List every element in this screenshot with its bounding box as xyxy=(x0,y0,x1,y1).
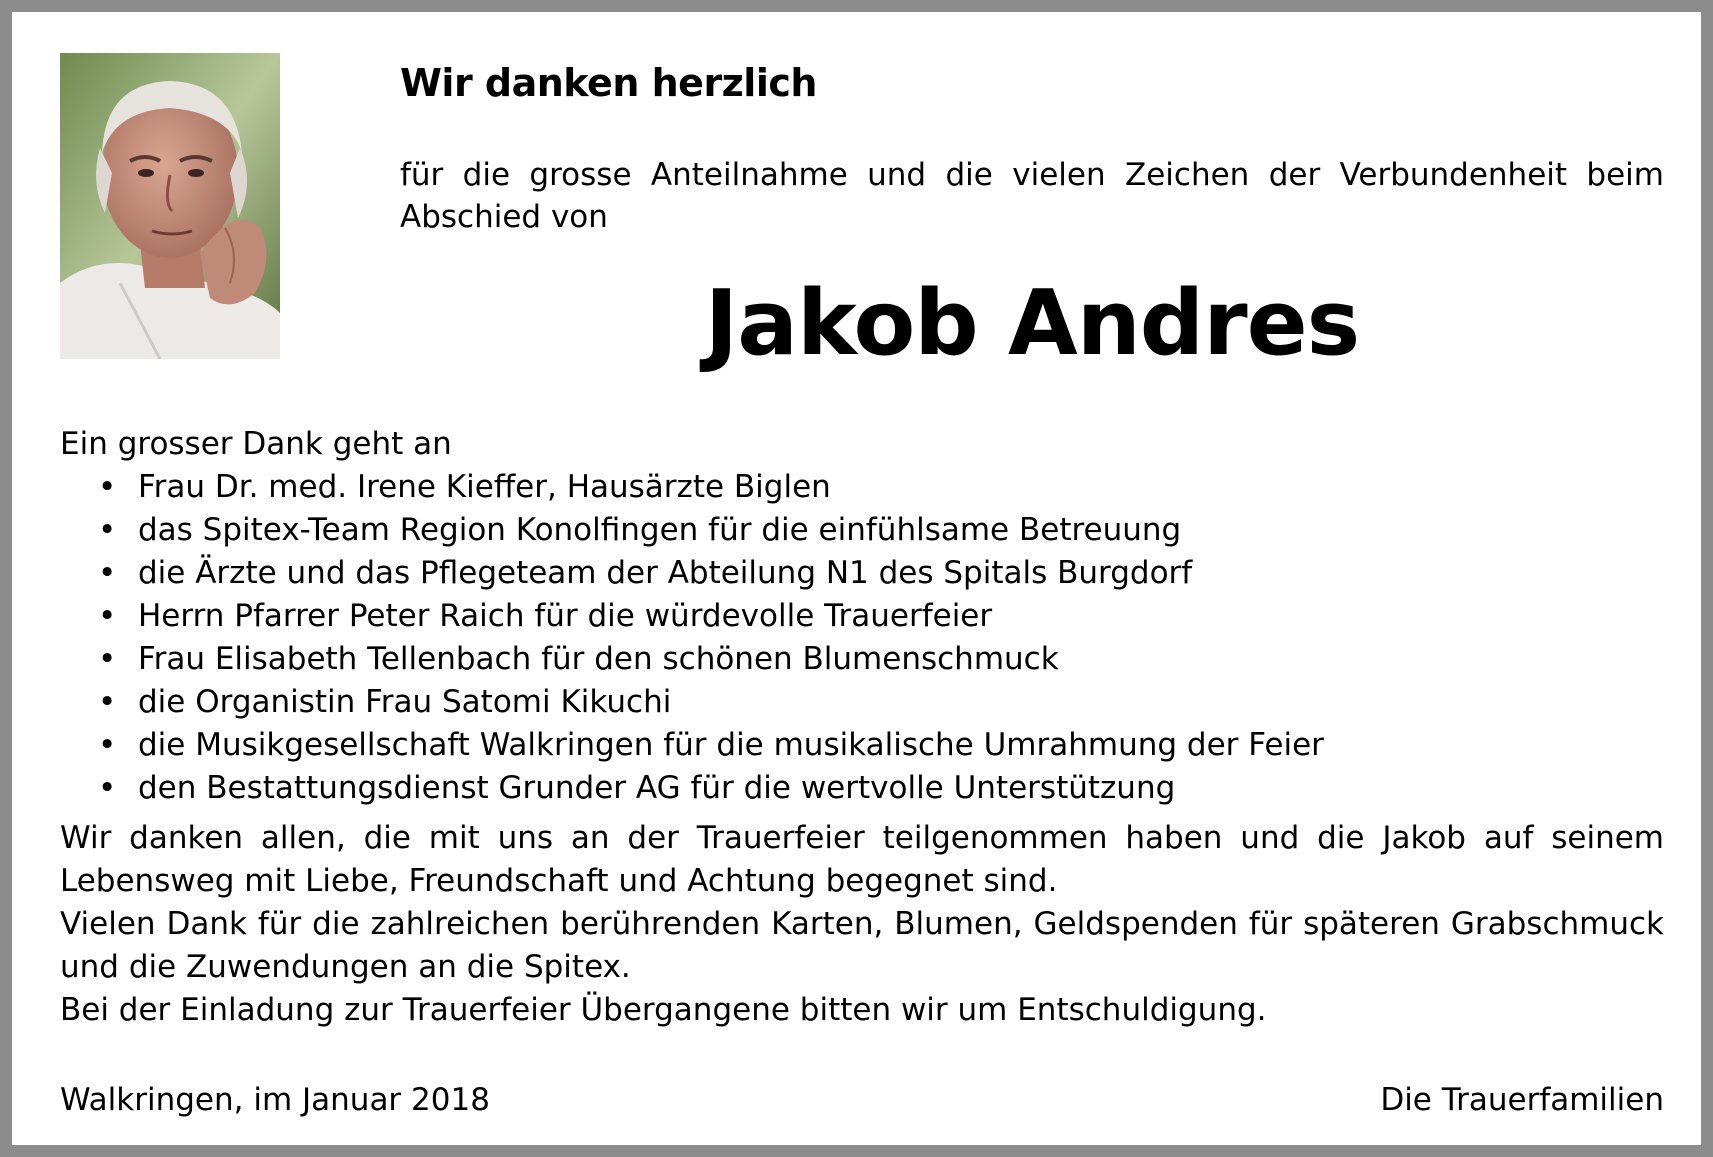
list-item-text: Frau Dr. med. Irene Kieffer, Hausärzte Biglen xyxy=(138,469,831,505)
bullet-icon: • xyxy=(98,684,117,720)
portrait-photo-icon xyxy=(60,53,280,359)
bullet-icon: • xyxy=(98,555,117,591)
list-item xyxy=(60,595,1664,638)
portrait-photo xyxy=(60,53,280,359)
list-item-text: die Organistin Frau Satomi Kikuchi xyxy=(138,684,672,720)
list-item xyxy=(60,724,1664,767)
list-item xyxy=(60,552,1664,595)
closing-paragraph-1: Wir danken allen, die mit uns an der Trauerfeier teilgenommen haben und die Jakob auf seinem Lebensweg mit Liebe, Freundschaft und Achtung begegnet sind. xyxy=(60,820,1664,899)
list-item-text: Herrn Pfarrer Peter Raich für die würdevolle Trauerfeier xyxy=(138,598,993,634)
list-item xyxy=(60,767,1664,810)
bullet-icon: • xyxy=(98,727,117,763)
list-item xyxy=(60,466,1664,509)
list-item-text: die Musikgesellschaft Walkringen für die musikalische Umrahmung der Feier xyxy=(138,727,1324,763)
obituary-notice xyxy=(12,12,1701,1145)
thanks-section xyxy=(60,423,1664,1032)
signature: Die Trauerfamilien xyxy=(1380,1082,1664,1118)
list-item xyxy=(60,681,1664,724)
list-item-text: Frau Elisabeth Tellenbach für den schönen Blumenschmuck xyxy=(138,641,1059,677)
bullet-icon: • xyxy=(98,512,117,548)
bullet-icon: • xyxy=(98,770,117,806)
thanks-title: Wir danken herzlich xyxy=(400,61,817,105)
list-item xyxy=(60,638,1664,681)
bullet-icon: • xyxy=(98,598,117,634)
place-date: Walkringen, im Januar 2018 xyxy=(60,1082,490,1118)
list-item-text: den Bestattungsdienst Grunder AG für die wertvolle Unterstützung xyxy=(138,770,1176,806)
thanks-lead: Ein grosser Dank geht an xyxy=(60,426,452,462)
list-item-text: die Ärzte und das Pflegeteam der Abteilung N1 des Spitals Burgdorf xyxy=(138,555,1193,591)
bullet-icon: • xyxy=(98,469,117,505)
list-item-text: das Spitex-Team Region Konolfingen für die einfühlsame Betreuung xyxy=(138,512,1182,548)
closing-paragraph-3: Bei der Einladung zur Trauerfeier Übergangene bitten wir um Entschuldigung. xyxy=(60,992,1267,1028)
thanks-list xyxy=(60,466,1664,810)
closing-paragraph-2: Vielen Dank für die zahlreichen berührenden Karten, Blumen, Geldspenden für späteren Grabschmuck und die Zuwendungen an die Spitex. xyxy=(60,906,1664,985)
bullet-icon: • xyxy=(98,641,117,677)
deceased-name: Jakob Andres xyxy=(704,271,1360,376)
intro-text: für die grosse Anteilnahme und die vielen Zeichen der Verbundenheit beim Abschied von xyxy=(400,157,1664,235)
list-item xyxy=(60,509,1664,552)
